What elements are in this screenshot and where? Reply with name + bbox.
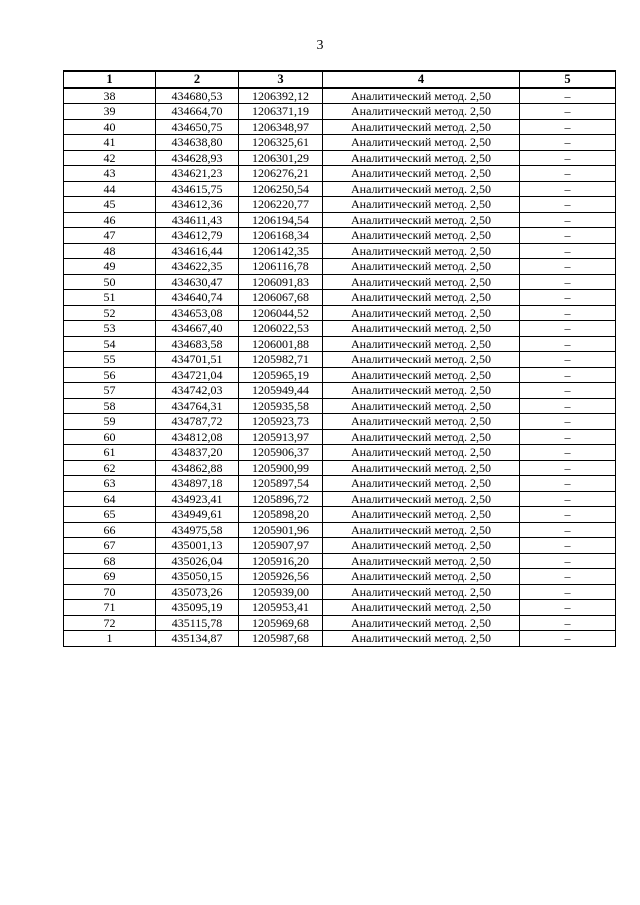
y-coordinate-cell: 1206392,12: [239, 88, 323, 104]
point-number-cell: 46: [64, 212, 156, 228]
y-coordinate-cell: 1206325,61: [239, 135, 323, 151]
table-row: [64, 615, 616, 631]
x-coordinate-cell: 434611,43: [156, 212, 239, 228]
point-number-cell: 53: [64, 321, 156, 337]
note-cell: –: [520, 367, 616, 383]
x-coordinate-cell: 434897,18: [156, 476, 239, 492]
x-coordinate-cell: 434630,47: [156, 274, 239, 290]
method-cell: Аналитический метод. 2,50: [323, 197, 520, 213]
table-row: [64, 352, 616, 368]
method-cell: Аналитический метод. 2,50: [323, 491, 520, 507]
method-cell: Аналитический метод. 2,50: [323, 569, 520, 585]
y-coordinate-cell: 1205897,54: [239, 476, 323, 492]
table-row: [64, 414, 616, 430]
method-cell: Аналитический метод. 2,50: [323, 243, 520, 259]
method-cell: Аналитический метод. 2,50: [323, 228, 520, 244]
note-cell: –: [520, 119, 616, 135]
y-coordinate-cell: 1205935,58: [239, 398, 323, 414]
method-cell: Аналитический метод. 2,50: [323, 181, 520, 197]
point-number-cell: 61: [64, 445, 156, 461]
x-coordinate-cell: 434615,75: [156, 181, 239, 197]
method-cell: Аналитический метод. 2,50: [323, 259, 520, 275]
x-coordinate-cell: 435095,19: [156, 600, 239, 616]
table-row: [64, 367, 616, 383]
method-cell: Аналитический метод. 2,50: [323, 414, 520, 430]
note-cell: –: [520, 538, 616, 554]
point-number-cell: 40: [64, 119, 156, 135]
y-coordinate-cell: 1206142,35: [239, 243, 323, 259]
point-number-cell: 44: [64, 181, 156, 197]
y-coordinate-cell: 1205926,56: [239, 569, 323, 585]
table-row: [64, 476, 616, 492]
note-cell: –: [520, 445, 616, 461]
x-coordinate-cell: 435115,78: [156, 615, 239, 631]
y-coordinate-cell: 1206194,54: [239, 212, 323, 228]
method-cell: Аналитический метод. 2,50: [323, 631, 520, 647]
x-coordinate-cell: 434640,74: [156, 290, 239, 306]
method-cell: Аналитический метод. 2,50: [323, 119, 520, 135]
x-coordinate-cell: 435134,87: [156, 631, 239, 647]
method-cell: Аналитический метод. 2,50: [323, 104, 520, 120]
x-coordinate-cell: 434650,75: [156, 119, 239, 135]
note-cell: –: [520, 88, 616, 104]
x-coordinate-cell: 434612,79: [156, 228, 239, 244]
note-cell: –: [520, 615, 616, 631]
table-row: [64, 584, 616, 600]
method-cell: Аналитический метод. 2,50: [323, 476, 520, 492]
y-coordinate-cell: 1206044,52: [239, 305, 323, 321]
note-cell: –: [520, 414, 616, 430]
table-row: [64, 166, 616, 182]
y-coordinate-cell: 1205901,96: [239, 522, 323, 538]
note-cell: –: [520, 507, 616, 523]
table-body: [64, 88, 616, 647]
note-cell: –: [520, 569, 616, 585]
note-cell: –: [520, 429, 616, 445]
note-cell: –: [520, 228, 616, 244]
point-number-cell: 64: [64, 491, 156, 507]
x-coordinate-cell: 434949,61: [156, 507, 239, 523]
method-cell: Аналитический метод. 2,50: [323, 538, 520, 554]
note-cell: –: [520, 460, 616, 476]
note-cell: –: [520, 104, 616, 120]
y-coordinate-cell: 1206116,78: [239, 259, 323, 275]
x-coordinate-cell: 434764,31: [156, 398, 239, 414]
x-coordinate-cell: 434923,41: [156, 491, 239, 507]
x-coordinate-cell: 435050,15: [156, 569, 239, 585]
note-cell: –: [520, 476, 616, 492]
point-number-cell: 65: [64, 507, 156, 523]
page-number: 3: [316, 38, 324, 53]
table-row: [64, 445, 616, 461]
point-number-cell: 56: [64, 367, 156, 383]
point-number-cell: 60: [64, 429, 156, 445]
y-coordinate-cell: 1205898,20: [239, 507, 323, 523]
table-row: [64, 243, 616, 259]
y-coordinate-cell: 1205982,71: [239, 352, 323, 368]
x-coordinate-cell: 434862,88: [156, 460, 239, 476]
column-header-5: 5: [520, 71, 616, 88]
method-cell: Аналитический метод. 2,50: [323, 88, 520, 104]
table-row: [64, 88, 616, 104]
y-coordinate-cell: 1206348,97: [239, 119, 323, 135]
x-coordinate-cell: 434653,08: [156, 305, 239, 321]
note-cell: –: [520, 352, 616, 368]
method-cell: Аналитический метод. 2,50: [323, 367, 520, 383]
note-cell: –: [520, 181, 616, 197]
x-coordinate-cell: 434812,08: [156, 429, 239, 445]
y-coordinate-cell: 1205907,97: [239, 538, 323, 554]
x-coordinate-cell: 434742,03: [156, 383, 239, 399]
table-header-row: [64, 71, 616, 88]
x-coordinate-cell: 434664,70: [156, 104, 239, 120]
y-coordinate-cell: 1206091,83: [239, 274, 323, 290]
note-cell: –: [520, 491, 616, 507]
method-cell: Аналитический метод. 2,50: [323, 166, 520, 182]
table-row: [64, 150, 616, 166]
table-row: [64, 383, 616, 399]
table-row: [64, 460, 616, 476]
table-row: [64, 119, 616, 135]
column-header-2: 2: [156, 71, 239, 88]
y-coordinate-cell: 1205939,00: [239, 584, 323, 600]
note-cell: –: [520, 398, 616, 414]
x-coordinate-cell: 435001,13: [156, 538, 239, 554]
y-coordinate-cell: 1206250,54: [239, 181, 323, 197]
point-number-cell: 57: [64, 383, 156, 399]
note-cell: –: [520, 383, 616, 399]
method-cell: Аналитический метод. 2,50: [323, 398, 520, 414]
method-cell: Аналитический метод. 2,50: [323, 274, 520, 290]
x-coordinate-cell: 434721,04: [156, 367, 239, 383]
note-cell: –: [520, 197, 616, 213]
method-cell: Аналитический метод. 2,50: [323, 135, 520, 151]
point-number-cell: 59: [64, 414, 156, 430]
x-coordinate-cell: 434683,58: [156, 336, 239, 352]
note-cell: –: [520, 150, 616, 166]
x-coordinate-cell: 434622,35: [156, 259, 239, 275]
table-row: [64, 181, 616, 197]
column-header-1: 1: [64, 71, 156, 88]
y-coordinate-cell: 1205900,99: [239, 460, 323, 476]
table-row: [64, 398, 616, 414]
table-row: [64, 212, 616, 228]
y-coordinate-cell: 1205923,73: [239, 414, 323, 430]
method-cell: Аналитический метод. 2,50: [323, 522, 520, 538]
point-number-cell: 47: [64, 228, 156, 244]
note-cell: –: [520, 243, 616, 259]
method-cell: Аналитический метод. 2,50: [323, 600, 520, 616]
y-coordinate-cell: 1206276,21: [239, 166, 323, 182]
x-coordinate-cell: 434837,20: [156, 445, 239, 461]
method-cell: Аналитический метод. 2,50: [323, 321, 520, 337]
note-cell: –: [520, 259, 616, 275]
method-cell: Аналитический метод. 2,50: [323, 584, 520, 600]
x-coordinate-cell: 434621,23: [156, 166, 239, 182]
table-row: [64, 491, 616, 507]
method-cell: Аналитический метод. 2,50: [323, 460, 520, 476]
method-cell: Аналитический метод. 2,50: [323, 290, 520, 306]
method-cell: Аналитический метод. 2,50: [323, 336, 520, 352]
x-coordinate-cell: 434667,40: [156, 321, 239, 337]
table-row: [64, 522, 616, 538]
y-coordinate-cell: 1206371,19: [239, 104, 323, 120]
y-coordinate-cell: 1206067,68: [239, 290, 323, 306]
point-number-cell: 63: [64, 476, 156, 492]
point-number-cell: 55: [64, 352, 156, 368]
point-number-cell: 50: [64, 274, 156, 290]
point-number-cell: 69: [64, 569, 156, 585]
method-cell: Аналитический метод. 2,50: [323, 352, 520, 368]
y-coordinate-cell: 1206022,53: [239, 321, 323, 337]
x-coordinate-cell: 435026,04: [156, 553, 239, 569]
y-coordinate-cell: 1205987,68: [239, 631, 323, 647]
column-header-3: 3: [239, 71, 323, 88]
note-cell: –: [520, 584, 616, 600]
method-cell: Аналитический метод. 2,50: [323, 150, 520, 166]
method-cell: Аналитический метод. 2,50: [323, 445, 520, 461]
table-row: [64, 538, 616, 554]
table-row: [64, 259, 616, 275]
x-coordinate-cell: 434628,93: [156, 150, 239, 166]
note-cell: –: [520, 166, 616, 182]
point-number-cell: 68: [64, 553, 156, 569]
x-coordinate-cell: 434638,80: [156, 135, 239, 151]
y-coordinate-cell: 1206001,88: [239, 336, 323, 352]
method-cell: Аналитический метод. 2,50: [323, 507, 520, 523]
x-coordinate-cell: 434787,72: [156, 414, 239, 430]
method-cell: Аналитический метод. 2,50: [323, 615, 520, 631]
table-row: [64, 321, 616, 337]
point-number-cell: 71: [64, 600, 156, 616]
note-cell: –: [520, 274, 616, 290]
table-row: [64, 507, 616, 523]
y-coordinate-cell: 1205913,97: [239, 429, 323, 445]
point-number-cell: 70: [64, 584, 156, 600]
y-coordinate-cell: 1206168,34: [239, 228, 323, 244]
point-number-cell: 49: [64, 259, 156, 275]
point-number-cell: 42: [64, 150, 156, 166]
table-row: [64, 429, 616, 445]
coordinates-table: [63, 70, 616, 647]
note-cell: –: [520, 522, 616, 538]
point-number-cell: 62: [64, 460, 156, 476]
table-row: [64, 305, 616, 321]
point-number-cell: 41: [64, 135, 156, 151]
point-number-cell: 38: [64, 88, 156, 104]
note-cell: –: [520, 305, 616, 321]
y-coordinate-cell: 1205916,20: [239, 553, 323, 569]
note-cell: –: [520, 290, 616, 306]
point-number-cell: 66: [64, 522, 156, 538]
point-number-cell: 67: [64, 538, 156, 554]
table-row: [64, 290, 616, 306]
note-cell: –: [520, 321, 616, 337]
table-row: [64, 600, 616, 616]
point-number-cell: 52: [64, 305, 156, 321]
y-coordinate-cell: 1205949,44: [239, 383, 323, 399]
table-row: [64, 553, 616, 569]
point-number-cell: 51: [64, 290, 156, 306]
method-cell: Аналитический метод. 2,50: [323, 383, 520, 399]
x-coordinate-cell: 434680,53: [156, 88, 239, 104]
note-cell: –: [520, 600, 616, 616]
table-row: [64, 631, 616, 647]
column-header-4: 4: [323, 71, 520, 88]
x-coordinate-cell: 435073,26: [156, 584, 239, 600]
point-number-cell: 48: [64, 243, 156, 259]
point-number-cell: 54: [64, 336, 156, 352]
table-row: [64, 197, 616, 213]
x-coordinate-cell: 434616,44: [156, 243, 239, 259]
method-cell: Аналитический метод. 2,50: [323, 429, 520, 445]
method-cell: Аналитический метод. 2,50: [323, 553, 520, 569]
x-coordinate-cell: 434975,58: [156, 522, 239, 538]
y-coordinate-cell: 1205965,19: [239, 367, 323, 383]
x-coordinate-cell: 434612,36: [156, 197, 239, 213]
point-number-cell: 43: [64, 166, 156, 182]
point-number-cell: 39: [64, 104, 156, 120]
note-cell: –: [520, 336, 616, 352]
note-cell: –: [520, 631, 616, 647]
point-number-cell: 45: [64, 197, 156, 213]
table-row: [64, 569, 616, 585]
y-coordinate-cell: 1206220,77: [239, 197, 323, 213]
method-cell: Аналитический метод. 2,50: [323, 212, 520, 228]
y-coordinate-cell: 1205969,68: [239, 615, 323, 631]
y-coordinate-cell: 1206301,29: [239, 150, 323, 166]
y-coordinate-cell: 1205906,37: [239, 445, 323, 461]
method-cell: Аналитический метод. 2,50: [323, 305, 520, 321]
note-cell: –: [520, 212, 616, 228]
note-cell: –: [520, 135, 616, 151]
table-row: [64, 228, 616, 244]
table-row: [64, 104, 616, 120]
note-cell: –: [520, 553, 616, 569]
y-coordinate-cell: 1205953,41: [239, 600, 323, 616]
point-number-cell: 58: [64, 398, 156, 414]
table-row: [64, 135, 616, 151]
point-number-cell: 72: [64, 615, 156, 631]
y-coordinate-cell: 1205896,72: [239, 491, 323, 507]
point-number-cell: 1: [64, 631, 156, 647]
table-row: [64, 274, 616, 290]
table-row: [64, 336, 616, 352]
x-coordinate-cell: 434701,51: [156, 352, 239, 368]
